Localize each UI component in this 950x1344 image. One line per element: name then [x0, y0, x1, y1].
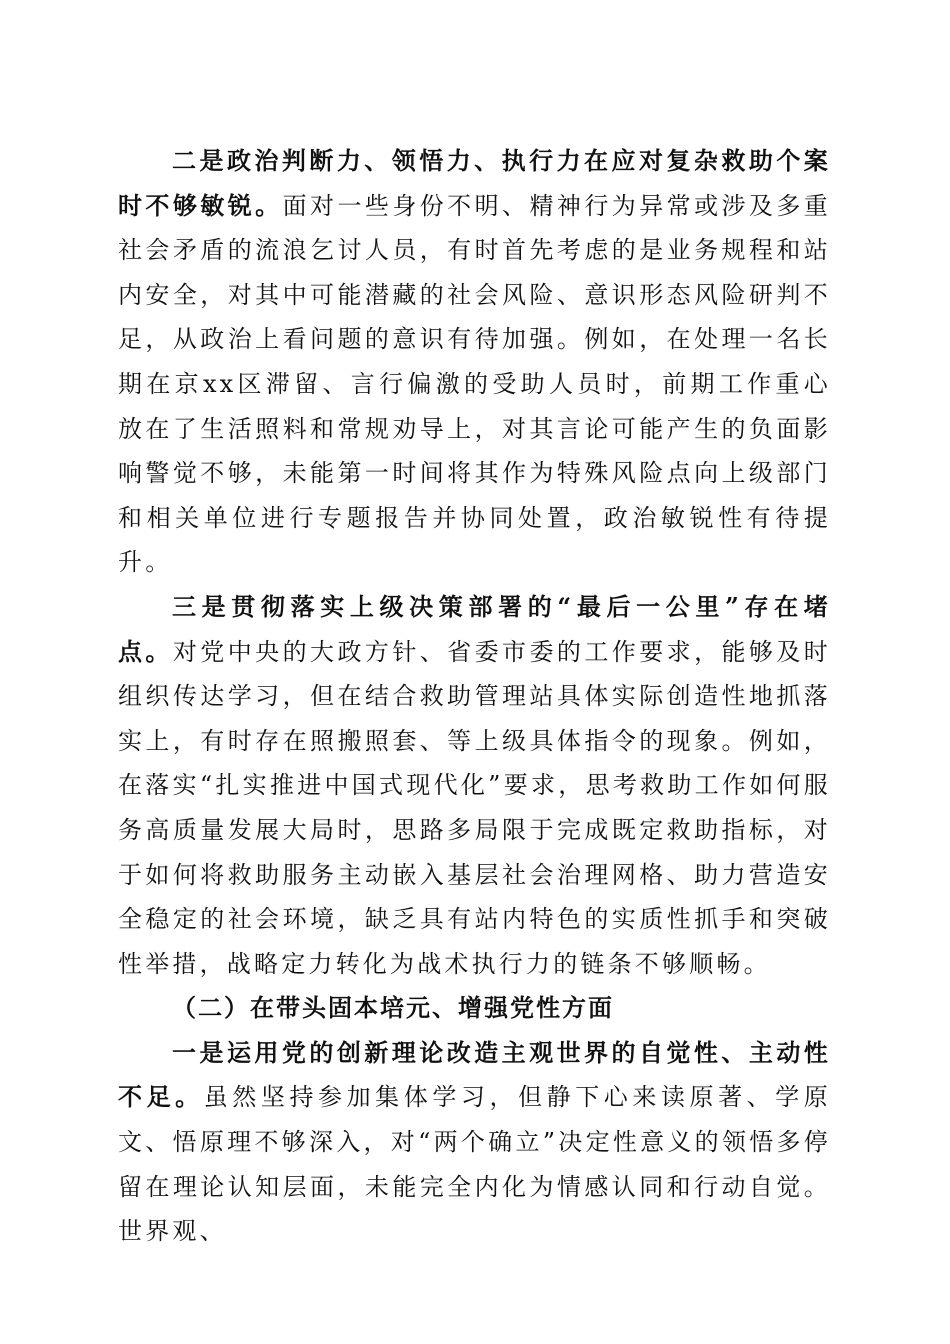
paragraph-lead: 三是贯彻落实上级决策部署的“最后一公里”存在堵点。 [118, 591, 831, 666]
paragraph-political-judgment [118, 139, 831, 585]
paragraph-lead: 一是运用党的创新理论改造主观世界的自觉性、主动性不足。 [118, 1037, 831, 1112]
paragraph-text: 对党中央的大政方针、省委市委的工作要求，能够及时组织传达学习，但在结合救助管理站具体实际创造性地抓落实上，有时存在照搬照套、等上级具体指令的现象。例如，在落实“扎实推进中国式现代化”要求，思考救助工作如何服务高质量发展大局时，思路多局限于完成既定救助指标，对于如何将救助服务主动嵌入基层社会治理网格、助力营造安全稳定的社会环境，缺乏具有站内特色的实质性抓手和突破性举措，战略定力转化为战术执行力的链条不够顺畅。 [118, 637, 831, 978]
paragraph-text: 面对一些身份不明、精神行为异常或涉及多重社会矛盾的流浪乞讨人员，有时首先考虑的是业务规程和站内安全，对其中可能潜藏的社会风险、意识形态风险研判不足，从政治上看问题的意识有待加强。例如，在处理一名长期在京xx区滞留、言行偏激的受助人员时，前期工作重心放在了生活照料和常规劝导上，对其言论可能产生的负面影响警觉不够，未能第一时间将其作为特殊风险点向上级部门和相关单位进行专题报告并协同处置，政治敏锐性有待提升。 [118, 191, 831, 577]
paragraph-implementation [118, 585, 831, 986]
paragraph-theory-application [118, 1031, 831, 1254]
document-body [118, 139, 831, 1254]
section-heading: （二）在带头固本培元、增强党性方面 [172, 993, 614, 1023]
paragraph-lead: 二是政治判断力、领悟力、执行力在应对复杂救助个案时不够敏锐。 [118, 146, 831, 220]
paragraph-text: 虽然坚持参加集体学习，但静下心来读原著、学原文、悟原理不够深入，对“两个确立”决定性意义的领悟多停留在理论认知层面，未能完全内化为情感认同和行动自觉。世界观、 [118, 1083, 831, 1246]
